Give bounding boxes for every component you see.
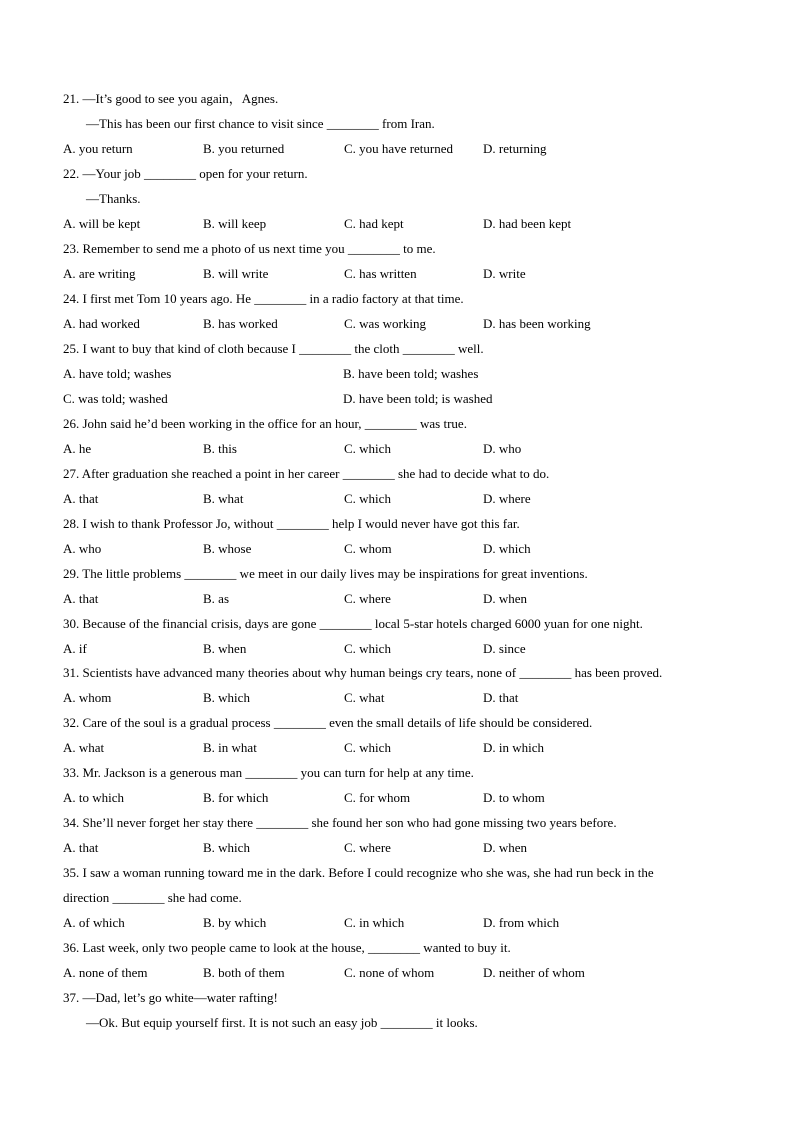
question-21-option-d: D. returning <box>483 141 547 156</box>
question-34-option-b: B. which <box>203 840 250 855</box>
question-24-option-c: C. was working <box>344 316 426 331</box>
question-28-option-c: C. whom <box>344 541 392 556</box>
question-26-option-a: A. he <box>63 441 92 456</box>
question-36-option-b: B. both of them <box>203 965 285 980</box>
question-29-option-c: C. where <box>344 591 391 606</box>
question-35-option-a: A. of which <box>63 915 125 930</box>
question-24-option-a: A. had worked <box>63 316 140 331</box>
question-36-option-a: A. none of them <box>63 965 148 980</box>
question-32-option-a: A. what <box>63 740 105 755</box>
question-21-stem: 21. —It’s good to see you again，Agnes. <box>63 91 279 106</box>
question-30-option-b: B. when <box>203 641 247 656</box>
question-25-option-c: C. was told; washed <box>63 391 168 406</box>
question-33-option-b: B. for which <box>203 790 269 805</box>
question-21-reply: —This has been our first chance to visit since ________ from Iran. <box>86 116 435 131</box>
question-22-stem: 22. —Your job ________ open for your return. <box>63 166 308 181</box>
question-22-option-c: C. had kept <box>344 216 404 231</box>
question-21-option-a: A. you return <box>63 141 133 156</box>
question-28-option-b: B. whose <box>203 541 252 556</box>
question-21-option-b: B. you returned <box>203 141 285 156</box>
question-35-option-c: C. in which <box>344 915 405 930</box>
question-33-option-a: A. to which <box>63 790 125 805</box>
question-31-stem: 31. Scientists have advanced many theories about why human beings cry tears, none of ________ has been proved. <box>63 665 663 680</box>
question-30-stem: 30. Because of the financial crisis, days are gone ________ local 5-star hotels charged 6000 yuan for one night. <box>63 616 643 631</box>
question-30-option-c: C. which <box>344 641 391 656</box>
question-29-stem: 29. The little problems ________ we meet in our daily lives may be inspirations for great inventions. <box>63 566 588 581</box>
question-25-stem: 25. I want to buy that kind of cloth because I ________ the cloth ________ well. <box>63 341 484 356</box>
question-30-option-a: A. if <box>63 641 87 656</box>
question-32-option-d: D. in which <box>483 740 545 755</box>
question-33-option-d: D. to whom <box>483 790 545 805</box>
question-34-option-c: C. where <box>344 840 391 855</box>
question-35-stem-continued: direction ________ she had come. <box>63 890 242 905</box>
question-25-option-a: A. have told; washes <box>63 366 172 381</box>
question-21-option-c: C. you have returned <box>344 141 454 156</box>
question-27-option-b: B. what <box>203 491 244 506</box>
question-26-option-c: C. which <box>344 441 391 456</box>
question-32-option-c: C. which <box>344 740 391 755</box>
question-23-option-b: B. will write <box>203 266 269 281</box>
question-27-stem: 27. After graduation she reached a point in her career ________ she had to decide what to do. <box>63 466 550 481</box>
question-31-option-a: A. whom <box>63 690 112 705</box>
question-33-stem: 33. Mr. Jackson is a generous man ________ you can turn for help at any time. <box>63 765 474 780</box>
question-27-option-c: C. which <box>344 491 391 506</box>
question-26-option-d: D. who <box>483 441 522 456</box>
question-34-option-a: A. that <box>63 840 99 855</box>
question-23-stem: 23. Remember to send me a photo of us next time you ________ to me. <box>63 241 436 256</box>
question-27-option-d: D. where <box>483 491 531 506</box>
question-27-option-a: A. that <box>63 491 99 506</box>
question-29-option-a: A. that <box>63 591 99 606</box>
question-22-option-d: D. had been kept <box>483 216 572 231</box>
question-22-option-a: A. will be kept <box>63 216 141 231</box>
question-23-option-d: D. write <box>483 266 526 281</box>
question-23-option-a: A. are writing <box>63 266 136 281</box>
question-34-option-d: D. when <box>483 840 528 855</box>
question-25-option-d: D. have been told; is washed <box>343 391 493 406</box>
question-29-option-b: B. as <box>203 591 229 606</box>
question-35-option-d: D. from which <box>483 915 560 930</box>
question-30-option-d: D. since <box>483 641 526 656</box>
question-34-stem: 34. She’ll never forget her stay there ________ she found her son who had gone missing two years before. <box>63 815 617 830</box>
question-32-option-b: B. in what <box>203 740 257 755</box>
question-31-option-b: B. which <box>203 690 250 705</box>
question-22-option-b: B. will keep <box>203 216 267 231</box>
question-26-stem: 26. John said he’d been working in the office for an hour, ________ was true. <box>63 416 467 431</box>
question-24-option-d: D. has been working <box>483 316 591 331</box>
question-29-option-d: D. when <box>483 591 528 606</box>
question-28-option-d: D. which <box>483 541 531 556</box>
question-22-reply: —Thanks. <box>86 191 141 206</box>
question-36-option-c: C. none of whom <box>344 965 435 980</box>
question-35-stem: 35. I saw a woman running toward me in the dark. Before I could recognize who she was, she had run beck in the <box>63 865 654 880</box>
question-24-stem: 24. I first met Tom 10 years ago. He ________ in a radio factory at that time. <box>63 291 464 306</box>
question-36-option-d: D. neither of whom <box>483 965 585 980</box>
question-31-option-c: C. what <box>344 690 385 705</box>
question-28-stem: 28. I wish to thank Professor Jo, without ________ help I would never have got this far. <box>63 516 520 531</box>
question-32-stem: 32. Care of the soul is a gradual process ________ even the small details of life should be considered. <box>63 715 593 730</box>
question-37-stem: 37. —Dad, let’s go white—water rafting! <box>63 990 278 1005</box>
question-28-option-a: A. who <box>63 541 102 556</box>
question-31-option-d: D. that <box>483 690 519 705</box>
question-26-option-b: B. this <box>203 441 237 456</box>
question-24-option-b: B. has worked <box>203 316 278 331</box>
question-23-option-c: C. has written <box>344 266 417 281</box>
question-37-reply: —Ok. But equip yourself first. It is not such an easy job ________ it looks. <box>86 1015 478 1030</box>
question-35-option-b: B. by which <box>203 915 267 930</box>
question-33-option-c: C. for whom <box>344 790 411 805</box>
question-36-stem: 36. Last week, only two people came to look at the house, ________ wanted to buy it. <box>63 940 511 955</box>
question-25-option-b: B. have been told; washes <box>343 366 479 381</box>
